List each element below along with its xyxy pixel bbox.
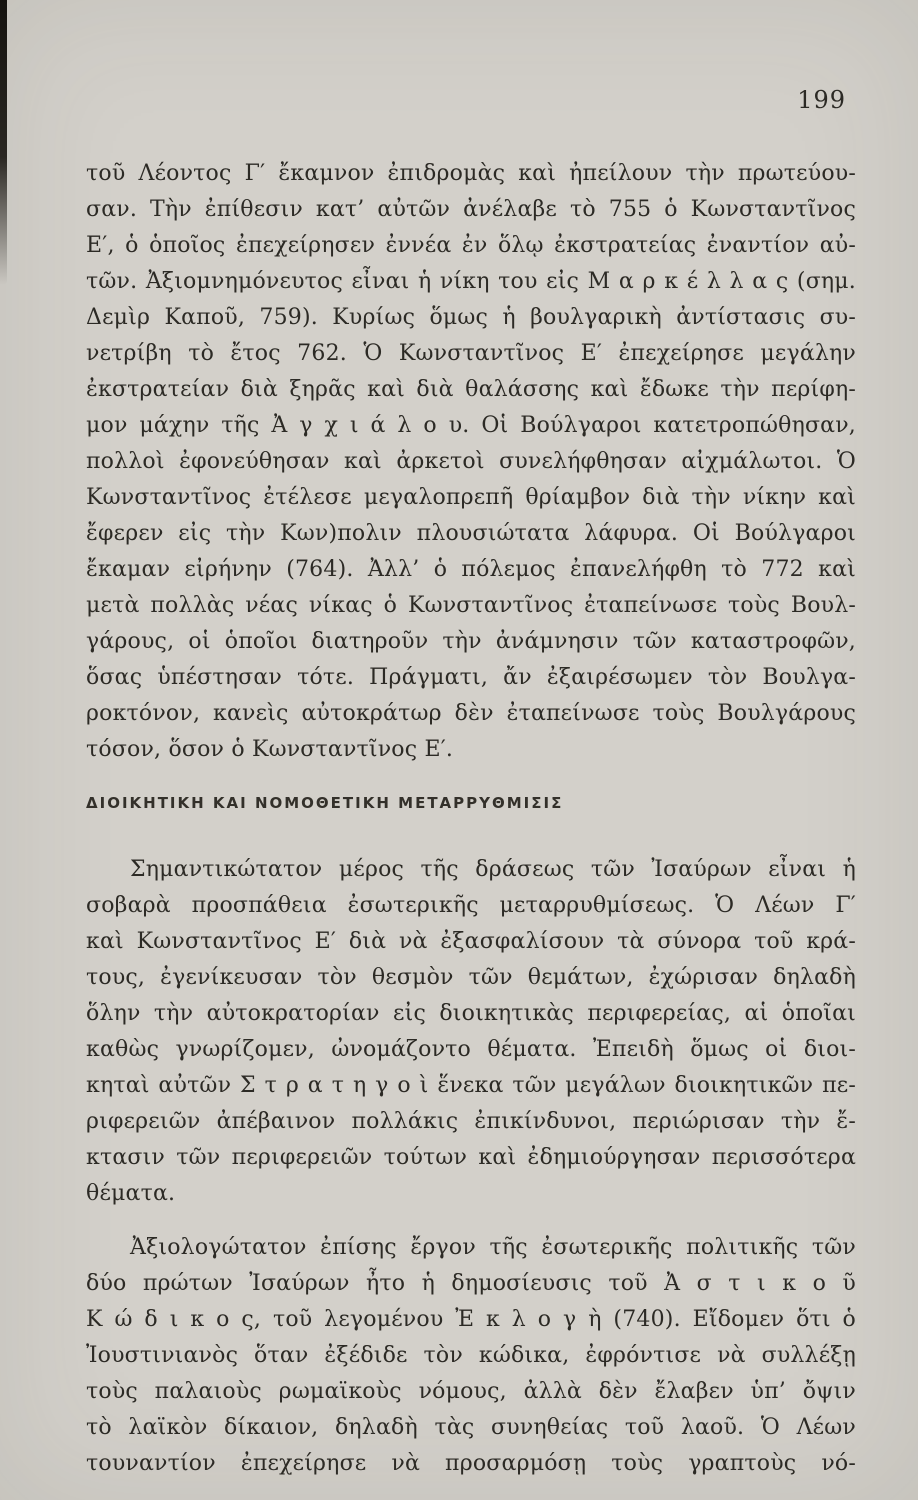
scan-edge-artifact: [0, 0, 7, 285]
text-line: τόσον, ὅσον ὁ Κωνσταντῖνος Ε′.: [86, 737, 454, 762]
page-number: 199: [797, 86, 846, 114]
text-line: τὸ λαϊκὸν δίκαιον, δηλαδὴ τὰς συνηθείας τοῦ λαοῦ. Ὁ Λέων: [86, 1415, 856, 1440]
text-line: ροκτόνον, κανεὶς αὐτοκράτωρ δὲν ἐταπείνωσε τοὺς Βουλγάρους: [86, 701, 856, 726]
text-line: ἔφερεν εἰς τὴν Κων)πολιν πλουσιώτατα λάφυρα. Οἱ Βούλγαροι: [86, 521, 856, 546]
text-line: πολλοὶ ἐφονεύθησαν καὶ ἀρκετοὶ συνελήφθησαν αἰχμάλωτοι. Ὁ: [86, 449, 856, 474]
text-line: θέματα.: [86, 1181, 176, 1206]
text-line: κηταὶ αὐτῶν Σ τ ρ α τ η γ ο ὶ ἕνεκα τῶν μεγάλων διοικητικῶν πε-: [86, 1073, 856, 1098]
text-line: τουναντίον ἐπεχείρησε νὰ προσαρμόσῃ τοὺς γραπτοὺς νό-: [86, 1451, 856, 1476]
text-line: τοὺς παλαιοὺς ρωμαϊκοὺς νόμους, ἀλλὰ δὲν ἔλαβεν ὑπ’ ὄψιν: [86, 1379, 856, 1404]
text-line: Κωνσταντῖνος ἐτέλεσε μεγαλοπρεπῆ θρίαμβον διὰ τὴν νίκην καὶ: [86, 485, 856, 510]
text-line: Ε′, ὁ ὁποῖος ἐπεχείρησεν ἐννέα ἐν ὅλῳ ἐκστρατείας ἐναντίον αὐ-: [86, 233, 856, 258]
body-paragraph-2: [86, 852, 856, 1212]
text-block: [86, 156, 856, 1482]
text-line: μετὰ πολλὰς νέας νίκας ὁ Κωνσταντῖνος ἐταπείνωσε τοὺς Βουλ-: [86, 593, 856, 618]
text-line: νετρίβη τὸ ἔτος 762. Ὁ Κωνσταντῖνος Ε′ ἐπεχείρησε μεγάλην: [86, 341, 856, 366]
text-line: ἐκστρατείαν διὰ ξηρᾶς καὶ διὰ θαλάσσης καὶ ἔδωκε τὴν περίφη-: [86, 377, 856, 402]
text-line: ἔκαμαν εἰρήνην (764). Ἀλλ’ ὁ πόλεμος ἐπανελήφθη τὸ 772 καὶ: [86, 557, 856, 582]
body-paragraph-1: [86, 156, 856, 768]
text-line: Σημαντικώτατον μέρος τῆς δράσεως τῶν Ἰσαύρων εἶναι ἡ: [130, 857, 856, 882]
text-line: μον μάχην τῆς Ἀ γ χ ι ά λ ο υ. Οἱ Βούλγαροι κατετροπώθησαν,: [86, 413, 856, 438]
text-line: Ἀξιολογώτατον ἐπίσης ἔργον τῆς ἐσωτερικῆς πολιτικῆς τῶν: [130, 1235, 856, 1260]
text-line: σαν. Τὴν ἐπίθεσιν κατ’ αὐτῶν ἀνέλαβε τὸ 755 ὁ Κωνσταντῖνος: [86, 197, 856, 222]
text-line: Ἰουστινιανὸς ὅταν ἐξέδιδε τὸν κώδικα, ἐφρόντισε νὰ συλλέξῃ: [86, 1343, 856, 1368]
text-line: τοῦ Λέοντος Γ′ ἔκαμνον ἐπιδρομὰς καὶ ἠπείλουν τὴν πρωτεύου-: [86, 161, 856, 186]
text-line: Κ ώ δ ι κ ο ς, τοῦ λεγομένου Ἐ κ λ ο γ ὴ (740). Εἴδομεν ὅτι ὁ: [86, 1307, 856, 1332]
text-line: ριφερειῶν ἀπέβαινον πολλάκις ἐπικίνδυνοι, περιώρισαν τὴν ἔ-: [86, 1109, 856, 1134]
text-line: τους, ἐγενίκευσαν τὸν θεσμὸν τῶν θεμάτων, ἐχώρισαν δηλαδὴ: [86, 965, 856, 990]
body-paragraph-3: [86, 1230, 856, 1482]
text-line: γάρους, οἱ ὁποῖοι διατηροῦν τὴν ἀνάμνησιν τῶν καταστροφῶν,: [86, 629, 856, 654]
text-line: καὶ Κωνσταντῖνος Ε′ διὰ νὰ ἐξασφαλίσουν τὰ σύνορα τοῦ κρά-: [86, 929, 856, 954]
text-line: καθὼς γνωρίζομεν, ὠνομάζοντο θέματα. Ἐπειδὴ ὅμως οἱ διοι-: [86, 1037, 856, 1062]
text-line: κτασιν τῶν περιφερειῶν τούτων καὶ ἐδημιούργησαν περισσότερα: [86, 1145, 856, 1170]
text-line: Δεμὶρ Καποῦ, 759). Κυρίως ὅμως ἡ βουλγαρικὴ ἀντίστασις συ-: [86, 305, 856, 330]
text-line: σοβαρὰ προσπάθεια ἐσωτερικῆς μεταρρυθμίσεως. Ὁ Λέων Γ′: [86, 893, 856, 918]
section-heading: ΔΙΟΙΚΗΤΙΚΗ ΚΑΙ ΝΟΜΟΘΕΤΙΚΗ ΜΕΤΑΡΡΥΘΜΙΣΙΣ: [86, 794, 564, 812]
text-line: τῶν. Ἀξιομνημόνευτος εἶναι ἡ νίκη του εἰς Μ α ρ κ έ λ λ α ς (σημ.: [86, 269, 856, 294]
text-line: ὅλην τὴν αὐτοκρατορίαν εἰς διοικητικὰς περιφερείας, αἱ ὁποῖαι: [86, 1001, 856, 1026]
text-line: δύο πρώτων Ἰσαύρων ἦτο ἡ δημοσίευσις τοῦ Ἀ σ τ ι κ ο ῦ: [86, 1271, 856, 1296]
text-line: ὅσας ὑπέστησαν τότε. Πράγματι, ἄν ἐξαιρέσωμεν τὸν Βουλγα-: [86, 665, 856, 690]
